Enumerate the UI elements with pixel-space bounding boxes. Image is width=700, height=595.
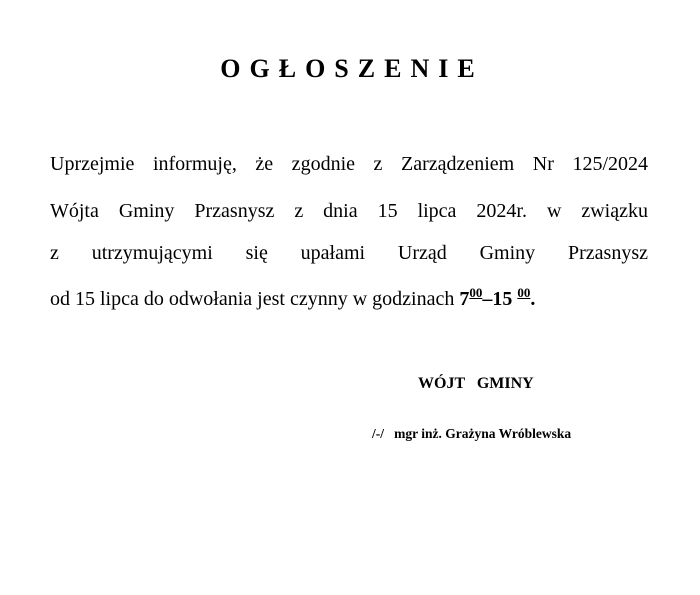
body-line-3: z utrzymującymi się upałami Urząd Gminy Przasnysz (50, 242, 648, 264)
signature-name: mgr inż. Grażyna Wróblewska (394, 426, 572, 441)
hours-end: 15 (492, 288, 513, 310)
signature-block (372, 425, 571, 443)
hours-start: 7 (459, 288, 470, 310)
signature-title: WÓJT GMINY (418, 375, 534, 392)
body-line-4-text: od 15 lipca do odwołania jest czynny w godzinach (50, 288, 460, 310)
hours-start-minutes: 00 (469, 285, 483, 300)
office-hours (459, 285, 536, 310)
hours-end-minutes: 00 (517, 285, 531, 300)
hours-separator: – (482, 288, 493, 310)
announcement-title: OGŁOSZENIE (220, 54, 484, 83)
body-line-1: Uprzejmie informuję, że zgodnie z Zarządzeniem Nr 125/2024 (50, 153, 648, 175)
hours-period: . (530, 288, 536, 310)
signature-mark: /-/ (372, 426, 384, 441)
body-line-4 (50, 285, 648, 313)
body-line-2: Wójta Gminy Przasnysz z dnia 15 lipca 2024r. w związku (50, 200, 648, 222)
